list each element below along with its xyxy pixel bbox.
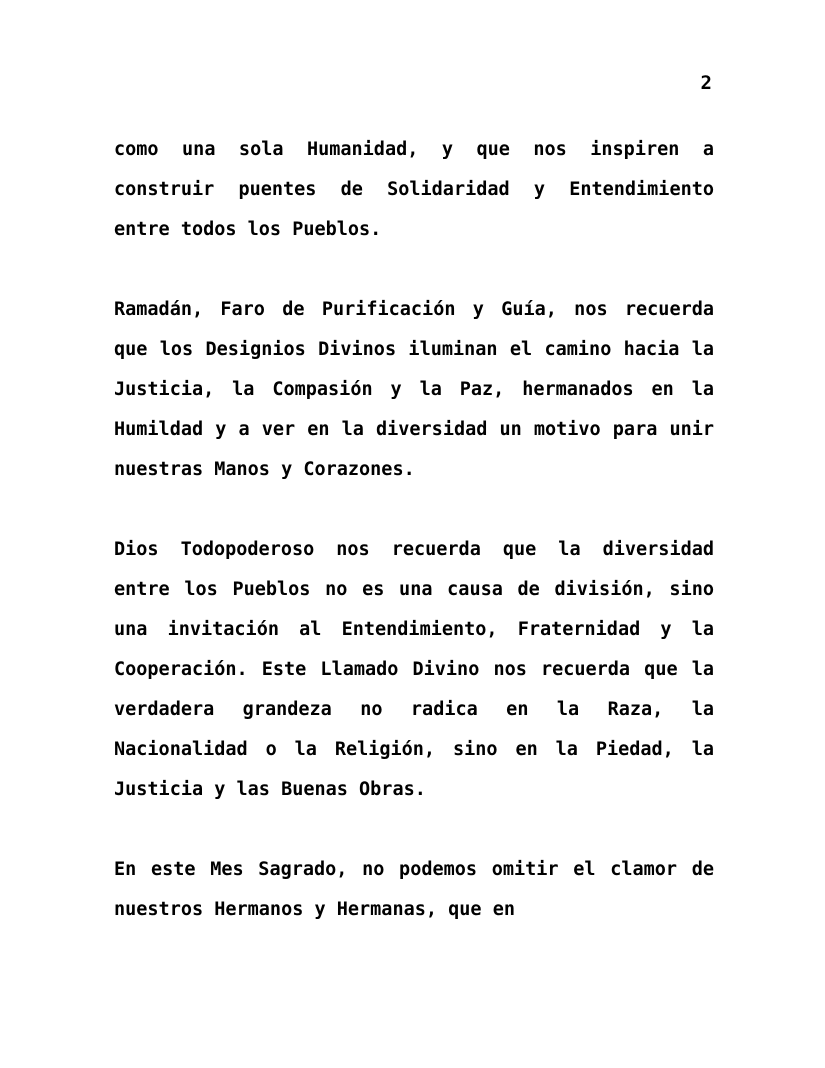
page-number: 2	[700, 72, 712, 94]
paragraph: En este Mes Sagrado, no podemos omitir el clamor de nuestros Hermanos y Hermanas, que en	[114, 859, 714, 920]
paragraph: como una sola Humanidad, y que nos inspiren a construir puentes de Solidaridad y Entendimiento entre todos los Pueblos.	[114, 139, 714, 240]
document-body	[114, 130, 714, 930]
paragraph: Ramadán, Faro de Purificación y Guía, nos recuerda que los Designios Divinos iluminan el camino hacia la Justicia, la Compasión y la Paz, hermanados en la Humildad y a ver en la diversidad un motivo para unir nuestras Manos y Corazones.	[114, 299, 714, 480]
paragraph: Dios Todopoderoso nos recuerda que la diversidad entre los Pueblos no es una causa de división, sino una invitación al Entendimiento, Fraternidad y la Cooperación. Este Llamado Divino nos recuerda que la verdadera grandeza no radica en la Raza, la Nacionalidad o la Religión, sino en la Piedad, la Justicia y las Buenas Obras.	[114, 539, 714, 800]
